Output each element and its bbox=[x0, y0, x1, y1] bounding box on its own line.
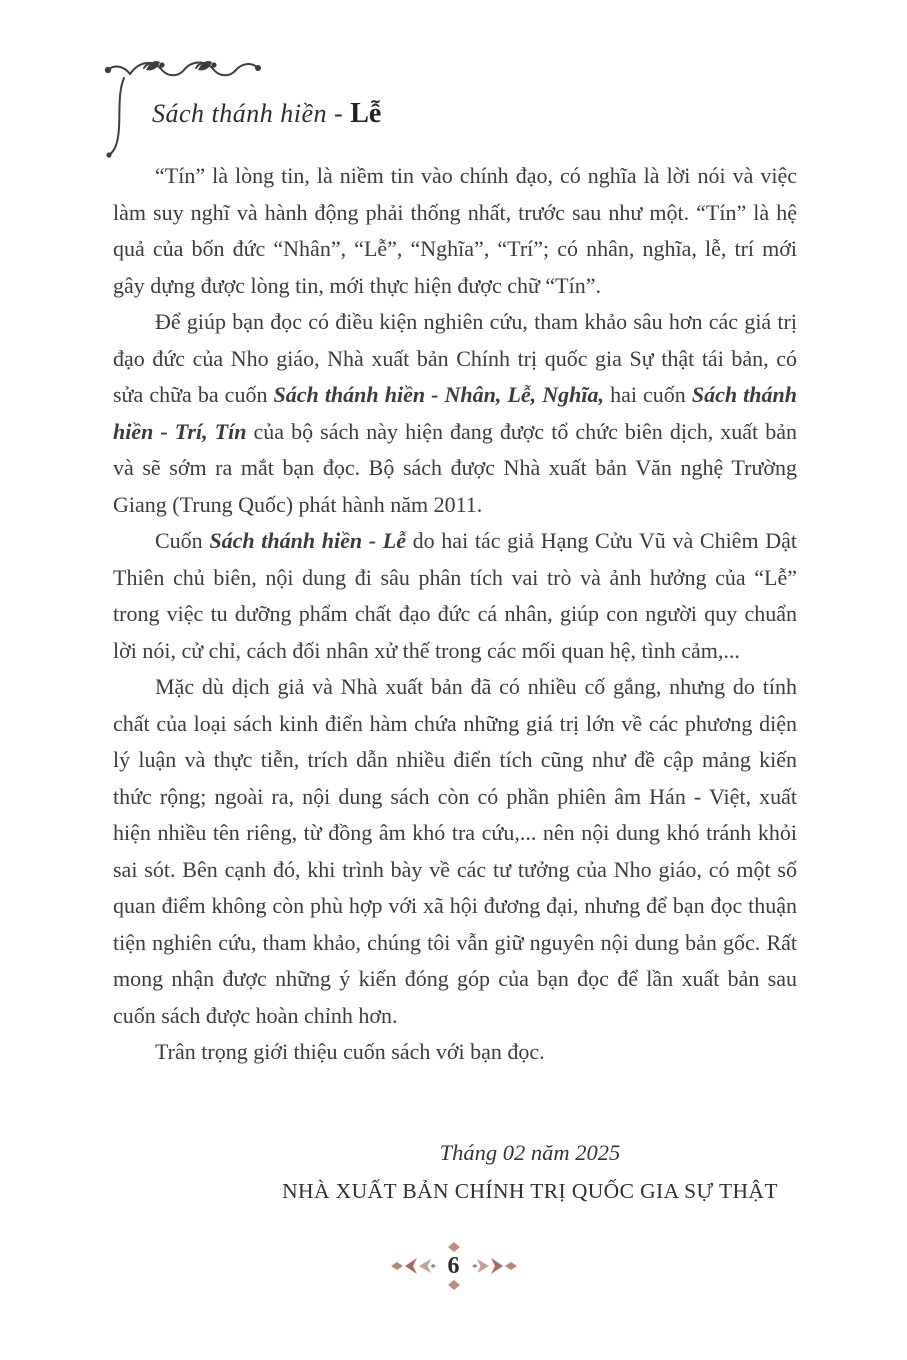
running-header-emphasis: Lễ bbox=[350, 98, 382, 129]
paragraph-text: Trân trọng giới thiệu cuốn sách với bạn đọc. bbox=[155, 1039, 545, 1064]
paragraph-text: “Tín” là lòng tin, là niềm tin vào chính đạo, có nghĩa là lời nói và việc làm suy nghĩ và hành động phải thống nhất, trước sau như một. “Tín” là hệ quả của bốn đức “Nhân”, “Lễ”, “Nghĩa”, “Trí”; có nhân, nghĩa, lễ, trí mới gây dựng được lòng tin, mới thực hiện được chữ “Tín”. bbox=[113, 163, 797, 298]
signature-block bbox=[240, 1140, 820, 1204]
body-paragraphs bbox=[113, 158, 797, 1071]
paragraph-text: của bộ sách này hiện đang được tổ chức biên dịch, xuất bản và sẽ sớm ra mắt bạn đọc. Bộ sách được Nhà xuất bản Văn nghệ Trường Giang (Trung Quốc) phát hành năm 2011. bbox=[113, 418, 797, 517]
paragraph-text: hai cuốn bbox=[604, 382, 692, 407]
footer-ornament-bottom-diamond-icon bbox=[447, 1280, 461, 1290]
publication-date: Tháng 02 năm 2025 bbox=[439, 1140, 621, 1165]
running-header-script: Sách thánh hiền - bbox=[152, 99, 351, 128]
book-title-emphasis: Sách thánh hiền - Nhân, Lễ, Nghĩa, bbox=[273, 382, 604, 407]
footer-ornament-right-icon bbox=[471, 1256, 519, 1276]
page-number-row bbox=[389, 1254, 519, 1278]
paragraph bbox=[113, 304, 797, 523]
footer-ornament-top-diamond-icon bbox=[447, 1242, 461, 1252]
footer-ornament-left-icon bbox=[389, 1256, 437, 1276]
running-header bbox=[152, 98, 381, 130]
page-footer bbox=[0, 1242, 907, 1290]
paragraph bbox=[113, 1034, 797, 1071]
page-number: 6 bbox=[447, 1253, 460, 1279]
paragraph-text: Mặc dù dịch giả và Nhà xuất bản đã có nhiều cố gắng, nhưng do tính chất của loại sách kinh điển hàm chứa những giá trị lớn về các phương diện lý luận và thực tiễn, trích dẫn nhiều điển tích cũng như đề cập mảng kiến thức rộng; ngoài ra, nội dung sách còn có phần phiên âm Hán - Việt, xuất hiện nhiều tên riêng, từ đồng âm khó tra cứu,... nên nội dung khó tránh khỏi sai sót. Bên cạnh đó, khi trình bày về các tư tưởng của Nho giáo, có một số quan điểm không còn phù hợp với xã hội đương đại, nhưng để bạn đọc thuận tiện nghiên cứu, tham khảo, chúng tôi vẫn giữ nguyên nội dung bản gốc. Rất mong nhận được những ý kiến đóng góp của bạn đọc để lần xuất bản sau cuốn sách được hoàn chỉnh hơn. bbox=[113, 674, 797, 1028]
book-title-emphasis: Sách thánh hiền - Trí, Tín bbox=[113, 382, 797, 444]
paragraph bbox=[113, 669, 797, 1034]
paragraph-text: do hai tác giả Hạng Cửu Vũ và Chiêm Dật Thiên chủ biên, nội dung đi sâu phân tích vai trò và ảnh hưởng của “Lễ” trong việc tu dưỡng phẩm chất đạo đức cá nhân, giúp con người quy chuẩn lời nói, cử chỉ, cách đối nhân xử thế trong các mối quan hệ, tình cảm,... bbox=[113, 528, 797, 663]
book-title-emphasis: Sách thánh hiền - Lễ bbox=[209, 528, 406, 553]
publisher-name: NHÀ XUẤT BẢN CHÍNH TRỊ QUỐC GIA SỰ THẬT bbox=[282, 1179, 778, 1203]
paragraph bbox=[113, 158, 797, 304]
paragraph-text: Để giúp bạn đọc có điều kiện nghiên cứu, tham khảo sâu hơn các giá trị đạo đức của Nho giáo, Nhà xuất bản Chính trị quốc gia Sự thật tái bản, có sửa chữa ba cuốn bbox=[113, 309, 797, 407]
paragraph-text: Cuốn bbox=[155, 528, 210, 553]
paragraph bbox=[113, 523, 797, 669]
